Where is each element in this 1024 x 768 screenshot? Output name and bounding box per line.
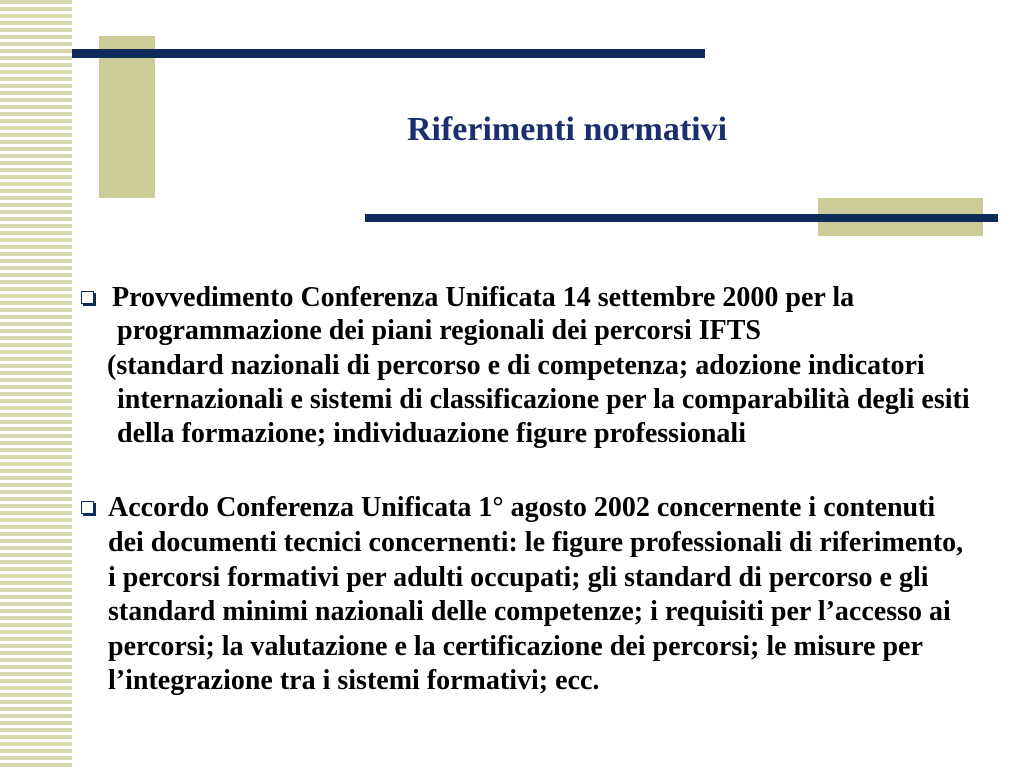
square-bullet-icon (81, 501, 94, 514)
bullet-line: della formazione; individuazione figure professionali (117, 418, 746, 449)
navy-rule-bottom (365, 214, 998, 222)
bullet-line: internazionali e sistemi di classificazione per la comparabilità degli esiti (117, 384, 970, 415)
striped-left-margin (0, 0, 72, 768)
khaki-block-top-left (99, 36, 155, 198)
bullet-line: standard minimi nazionali delle competenze; i requisiti per l’accesso ai (108, 596, 951, 627)
bullet-line: Accordo Conferenza Unificata 1° agosto 2002 concernente i contenuti (108, 492, 936, 523)
bullet-line: programmazione dei piani regionali dei percorsi IFTS (117, 315, 761, 346)
bullet-line: l’integrazione tra i sistemi formativi; ecc. (108, 665, 600, 696)
slide-title: Riferimenti normativi (406, 111, 728, 148)
bullet-line: Provvedimento Conferenza Unificata 14 settembre 2000 per la (112, 282, 855, 313)
navy-rule-top (72, 49, 705, 58)
square-bullet-icon (81, 291, 94, 304)
bullet-line: i percorsi formativi per adulti occupati; gli standard di percorso e gli (108, 562, 929, 593)
bullet-line: dei documenti tecnici concernenti: le figure professionali di riferimento, (108, 527, 964, 558)
bullet-line: (standard nazionali di percorso e di competenza; adozione indicatori (107, 350, 925, 381)
bullet-line: percorsi; la valutazione e la certificazione dei percorsi; le misure per (108, 631, 923, 662)
